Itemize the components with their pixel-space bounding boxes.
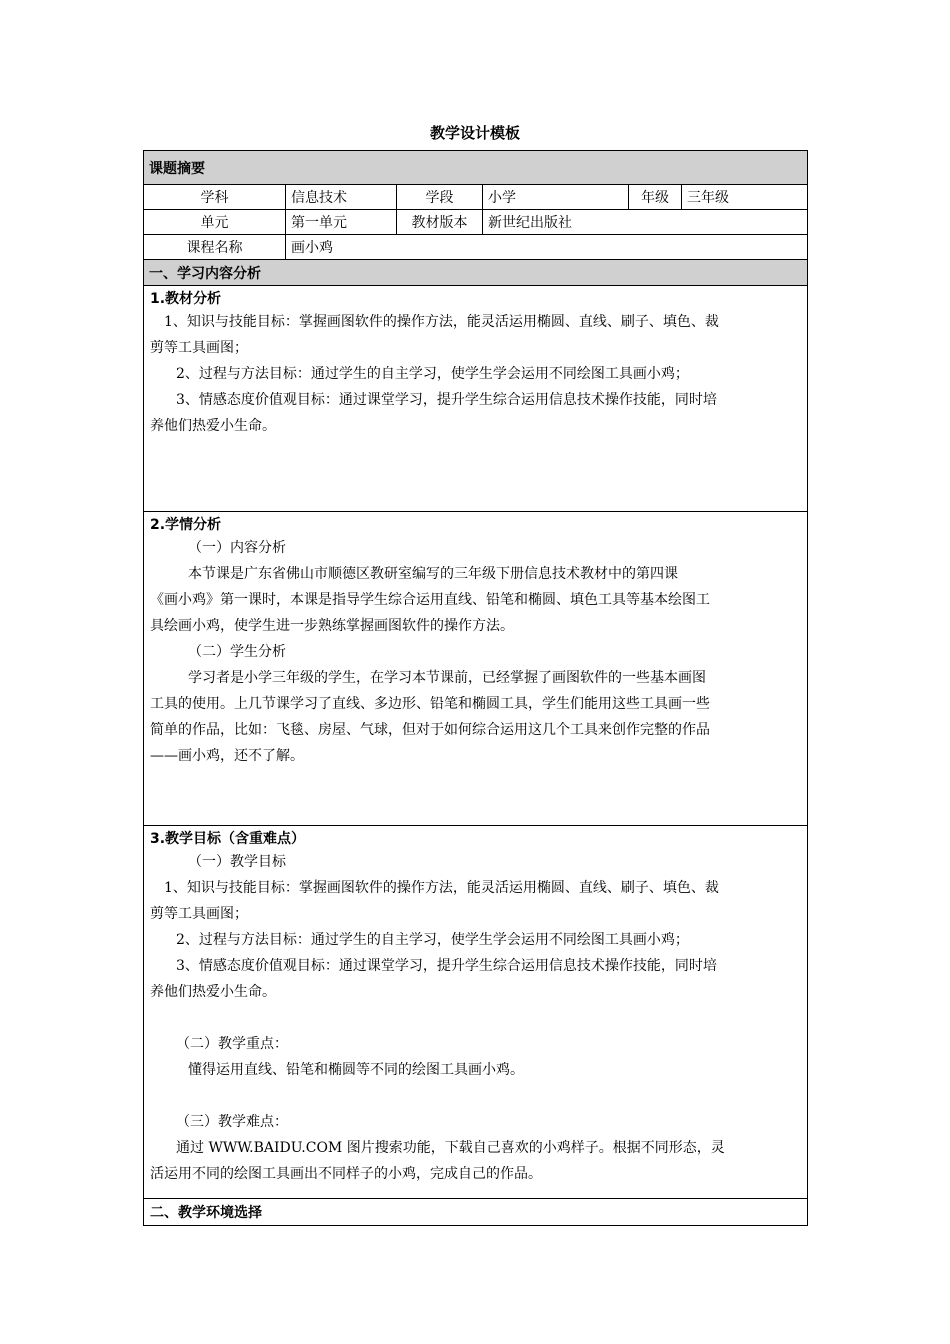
part2-row [144, 1199, 808, 1226]
unit-label: 单元 [144, 210, 286, 235]
lesson-plan-table [143, 150, 808, 1226]
unit-value: 第一单元 [286, 210, 397, 235]
goal-line-5: 养他们热爱小生命。 [150, 984, 276, 1000]
summary-row-3 [144, 235, 808, 260]
textbook-line-4: 3、情感态度价值观目标：通过课堂学习，提升学生综合运用信息技术操作技能，同时培 [176, 392, 717, 408]
textbook-line-3: 2、过程与方法目标：通过学生的自主学习，使学生学会运用不同绘图工具画小鸡； [176, 366, 689, 382]
key-point-heading: （二）教学重点： [176, 1036, 288, 1052]
textbook-line-2: 剪等工具画图； [150, 340, 248, 356]
grade-value: 三年级 [682, 185, 808, 210]
stage-label: 学段 [397, 185, 483, 210]
difficulty-line-2: 活运用不同的绘图工具画出不同样子的小鸡，完成自己的作品。 [150, 1166, 542, 1182]
edition-value: 新世纪出版社 [483, 210, 808, 235]
textbook-line-5: 养他们热爱小生命。 [150, 418, 276, 434]
summary-header-row [144, 151, 808, 185]
textbook-line-1: 1、知识与技能目标：掌握画图软件的操作方法，能灵活运用椭圆、直线、刷子、填色、裁 [164, 314, 719, 330]
student-analysis-heading: （二）学生分析 [188, 644, 286, 660]
course-label: 课程名称 [144, 235, 286, 260]
goal-heading: （一）教学目标 [188, 854, 286, 870]
content-line-3: 具绘画小鸡，使学生进一步熟练掌握画图软件的操作方法。 [150, 618, 514, 634]
objectives-row [144, 826, 808, 1199]
goal-line-4: 3、情感态度价值观目标：通过课堂学习，提升学生综合运用信息技术操作技能，同时培 [176, 958, 717, 974]
learner-analysis-title: 2.学情分析 [150, 517, 222, 533]
subject-value: 信息技术 [286, 185, 397, 210]
grade-label: 年级 [629, 185, 682, 210]
student-line-2: 工具的使用。上几节课学习了直线、多边形、铅笔和椭圆工具，学生们能用这些工具画一些 [150, 696, 710, 712]
part2-header: 二、教学环境选择 [150, 1205, 262, 1221]
content-line-2: 《画小鸡》第一课时，本课是指导学生综合运用直线、铅笔和椭圆、填色工具等基本绘图工 [150, 592, 710, 608]
subject-label: 学科 [144, 185, 286, 210]
content-analysis-heading: （一）内容分析 [188, 540, 286, 556]
summary-row-2 [144, 210, 808, 235]
spacer [150, 1005, 801, 1031]
textbook-analysis-title: 1.教材分析 [150, 291, 222, 307]
learner-analysis-row [144, 512, 808, 826]
textbook-analysis-section [144, 286, 808, 512]
summary-row-1 [144, 185, 808, 210]
difficulty-heading: （三）教学难点： [176, 1114, 288, 1130]
spacer [150, 1083, 801, 1109]
goal-line-2: 剪等工具画图； [150, 906, 248, 922]
goal-line-3: 2、过程与方法目标：通过学生的自主学习，使学生学会运用不同绘图工具画小鸡； [176, 932, 689, 948]
student-line-1: 学习者是小学三年级的学生，在学习本节课前，已经掌握了画图软件的一些基本画图 [188, 670, 706, 686]
student-line-4: ——画小鸡，还不了解。 [150, 748, 304, 764]
textbook-analysis-row [144, 286, 808, 512]
part1-header: 一、学习内容分析 [144, 260, 808, 286]
student-line-3: 简单的作品，比如：飞毯、房屋、气球，但对于如何综合运用这几个工具来创作完整的作品 [150, 722, 710, 738]
learner-analysis-section [144, 512, 808, 826]
document-title: 教学设计模板 [429, 124, 520, 142]
summary-header: 课题摘要 [144, 151, 808, 185]
course-value: 画小鸡 [286, 235, 808, 260]
stage-value: 小学 [483, 185, 629, 210]
part2-section [144, 1199, 808, 1226]
key-point-line: 懂得运用直线、铅笔和椭圆等不同的绘图工具画小鸡。 [188, 1062, 524, 1078]
content-line-1: 本节课是广东省佛山市顺德区教研室编写的三年级下册信息技术教材中的第四课 [188, 566, 678, 582]
difficulty-line-1: 通过 WWW.BAIDU.COM 图片搜索功能，下载自己喜欢的小鸡样子。根据不同形态，灵 [176, 1140, 725, 1156]
edition-label: 教材版本 [397, 210, 483, 235]
part1-header-row [144, 260, 808, 286]
objectives-title: 3.教学目标（含重难点） [150, 831, 306, 847]
goal-line-1: 1、知识与技能目标：掌握画图软件的操作方法，能灵活运用椭圆、直线、刷子、填色、裁 [164, 880, 719, 896]
objectives-section [144, 826, 808, 1199]
